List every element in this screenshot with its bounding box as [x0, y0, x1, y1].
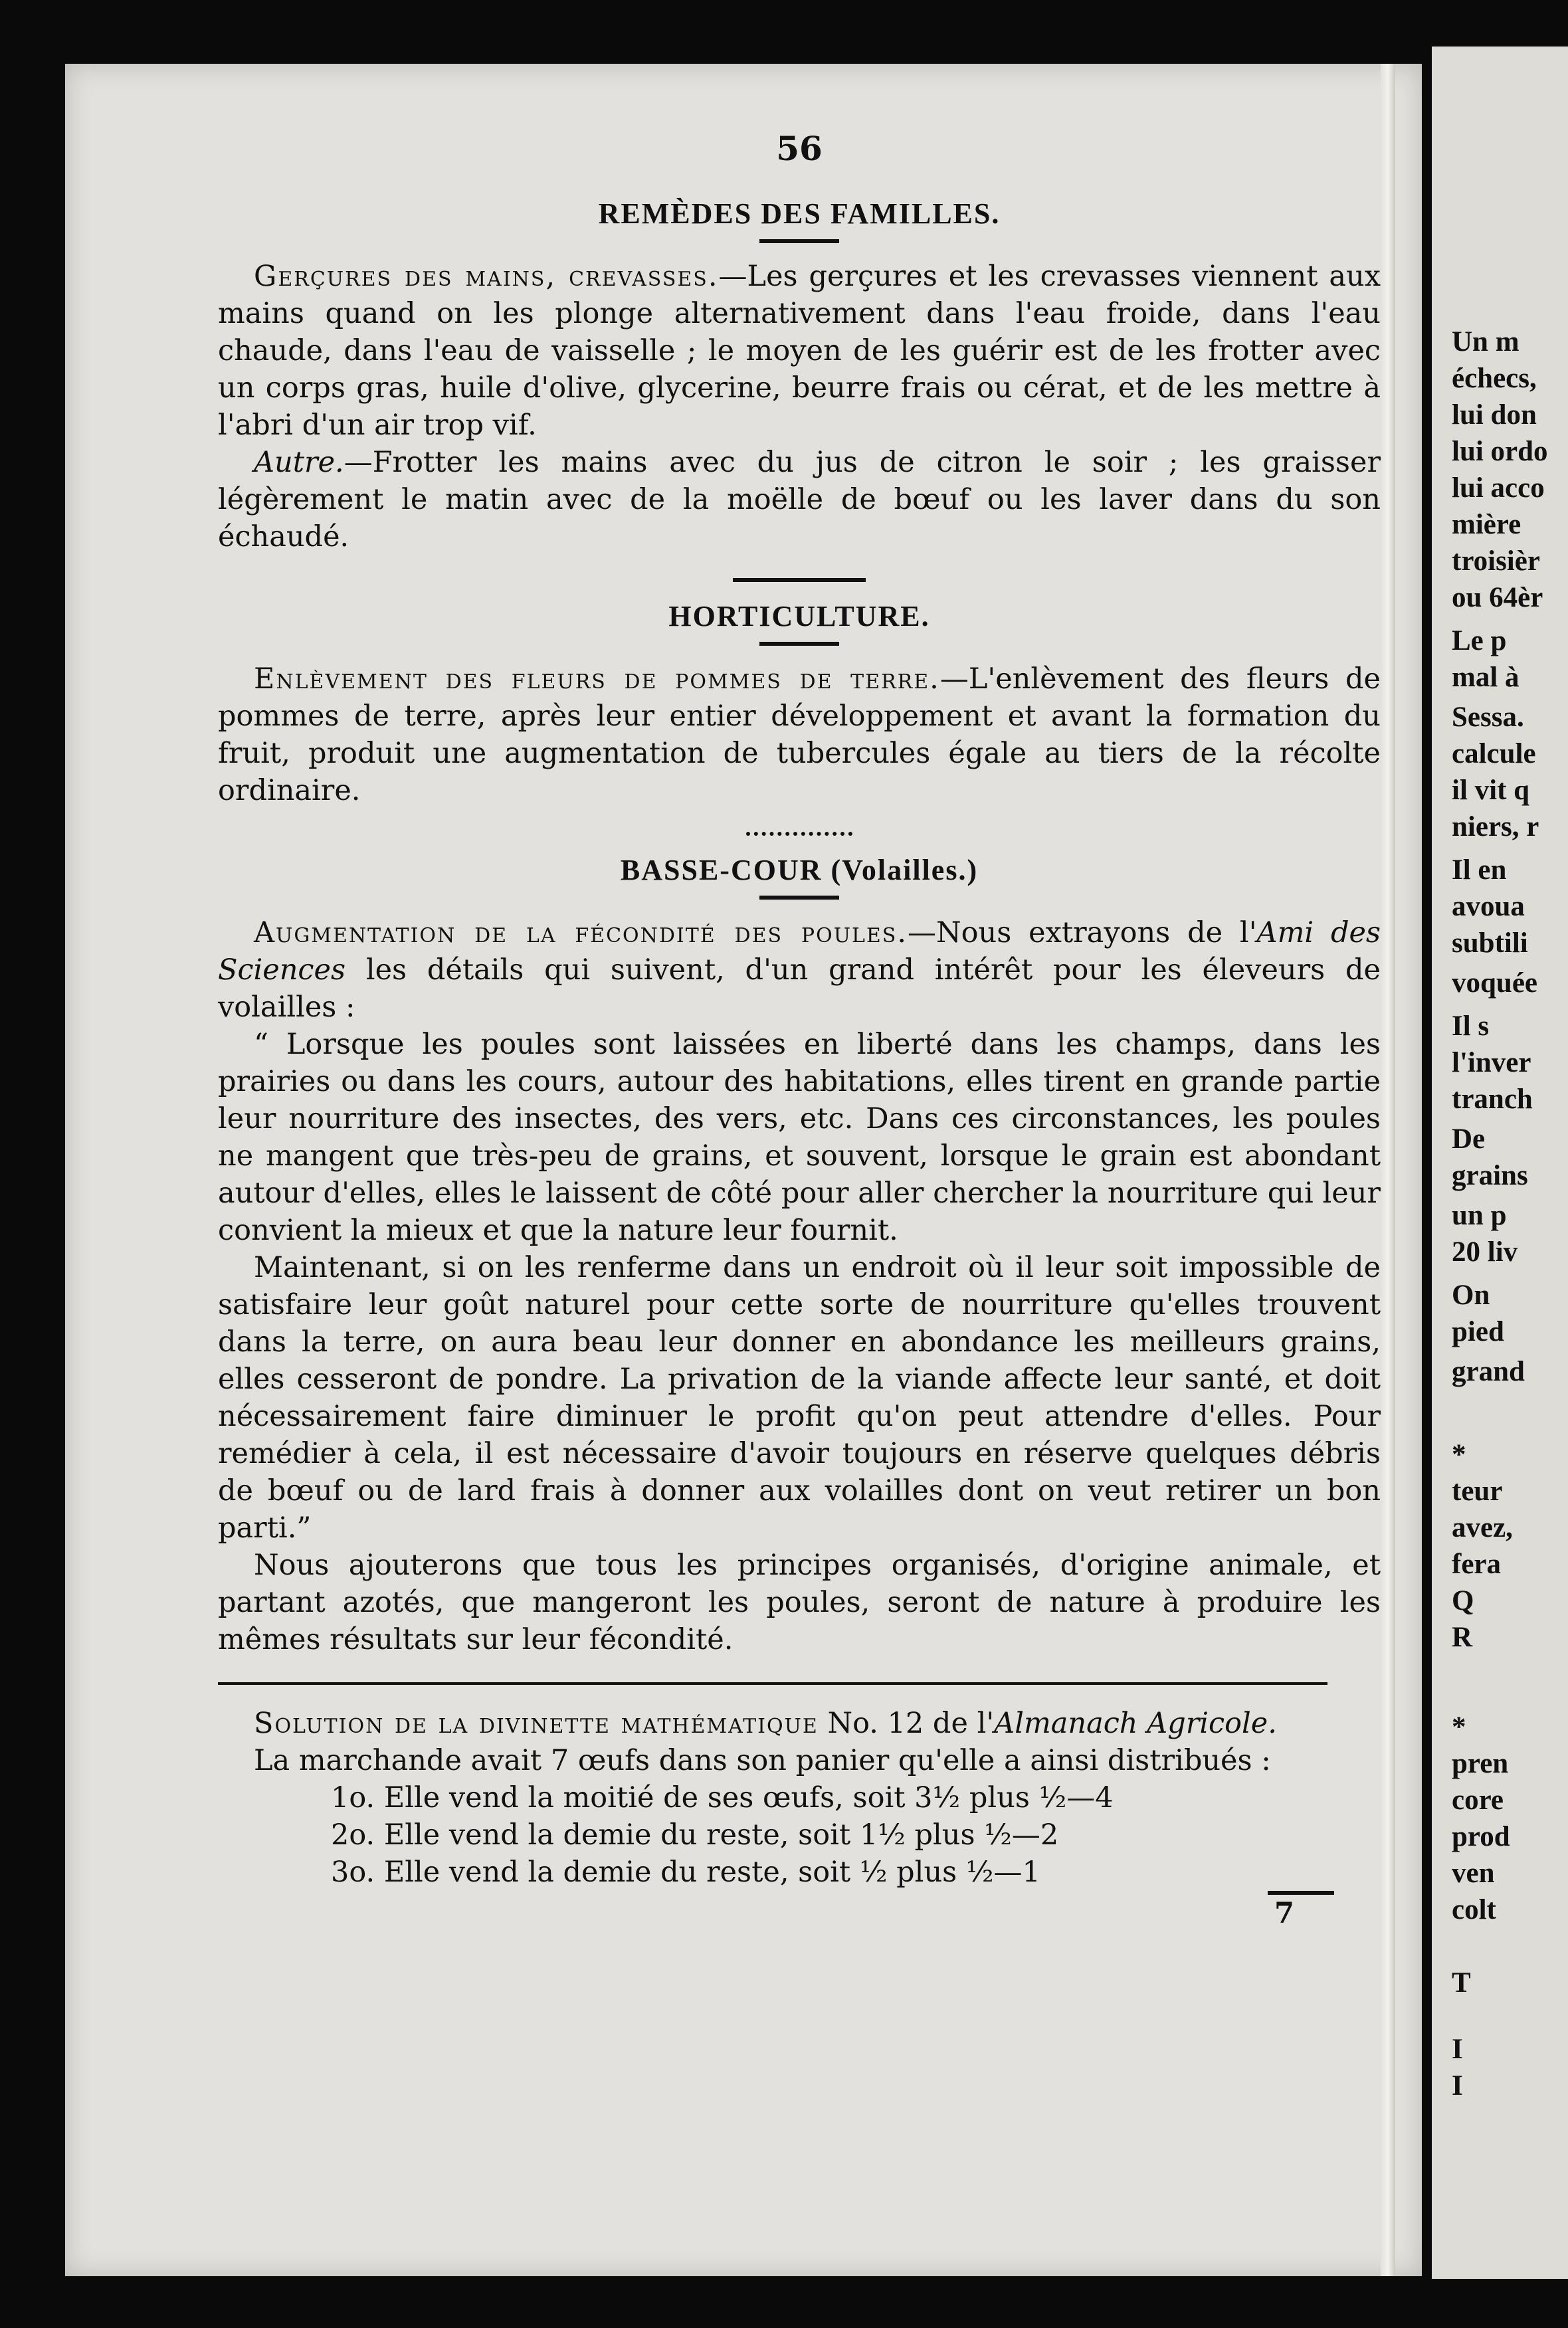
adjacent-page-text: grains — [1452, 1160, 1528, 1191]
adjacent-page-text: * — [1452, 1439, 1466, 1470]
adjacent-page-text: Il en — [1452, 854, 1507, 886]
paragraph-augmentation — [218, 914, 1381, 1026]
paragraph-body: —L'enlèvement des fleurs de pommes de terre, après leur entier développement et avant la formation du fruit, produit une augmentation de tubercules égale au tiers de la récolte ordinaire. — [218, 662, 1381, 807]
page-edge — [1381, 64, 1395, 2276]
paragraph-heading: Autre. — [254, 446, 344, 479]
adjacent-page-text: T — [1452, 1967, 1471, 1998]
paragraph-conclusion: Nous ajouterons que tous les principes organisés, d'origine animale, et partant azotés, que mangeront les poules, seront de nature à produire les mêmes résultats sur leur fécondité. — [218, 1549, 1381, 1656]
adjacent-page-text: ven — [1452, 1858, 1495, 1889]
adjacent-page-text: il vit q — [1452, 775, 1530, 806]
adjacent-page-text: fera — [1452, 1549, 1501, 1580]
adjacent-page-text: Q — [1452, 1585, 1474, 1616]
adjacent-page-text: voquée — [1452, 967, 1537, 999]
adjacent-page-text: grand — [1452, 1356, 1525, 1387]
almanac-title: Almanach Agricole. — [994, 1707, 1277, 1740]
adjacent-page-text: R — [1452, 1622, 1473, 1653]
paragraph-body: —Frotter les mains avec du jus de citron le soir ; les graisser légèrement le matin avec de la moëlle de bœuf ou les laver dans du son échaudé. — [218, 446, 1381, 553]
adjacent-page-text: subtili — [1452, 927, 1528, 959]
adjacent-page-text: pied — [1452, 1316, 1504, 1347]
adjacent-page-text: colt — [1452, 1894, 1496, 1925]
adjacent-page-text: niers, r — [1452, 811, 1539, 842]
adjacent-page-text: teur — [1452, 1476, 1503, 1507]
solution-step-2: 2o. Elle vend la demie du reste, soit 1½ plus ½—2 — [331, 1818, 1059, 1852]
adjacent-page-text: avez, — [1452, 1512, 1513, 1543]
solution-total: 7 — [1268, 1891, 1334, 1932]
adjacent-page-text: Le p — [1452, 625, 1507, 656]
adjacent-page-text: De — [1452, 1123, 1486, 1155]
paragraph-body: —Les gerçures et les crevasses viennent aux mains quand on les plonge alternativement dans l'eau froide, dans l'eau chaude, dans l'eau de vaisselle ; le moyen de les guérir est de les frotter avec un corps gras, huile d'olive, glycerine, beurre frais ou cérat, et de les mettre à l'abri d'un air trop vif. — [218, 260, 1381, 442]
paragraph-body: les détails qui suivent, d'un grand intérêt pour les éleveurs de volailles : — [218, 953, 1381, 1024]
solution-step-1: 1o. Elle vend la moitié de ses œufs, soit 3½ plus ½—4 — [331, 1781, 1114, 1814]
paragraph-enlevement — [218, 660, 1381, 809]
section-title-basse-cour: BASSE-COUR (Volailles.) — [620, 854, 979, 886]
section-divider — [746, 832, 852, 836]
adjacent-page-text: mal à — [1452, 662, 1519, 693]
page-content — [218, 130, 1381, 1932]
adjacent-page-text: Un m — [1452, 326, 1519, 357]
section-divider — [759, 896, 839, 900]
adjacent-page-text: calcule — [1452, 738, 1536, 769]
adjacent-page-text: lui acco — [1452, 472, 1545, 504]
adjacent-page-text: lui ordo — [1452, 436, 1548, 467]
page-number: 56 — [776, 129, 823, 168]
adjacent-page-text: I — [1452, 2070, 1463, 2101]
paragraph-heading: Solution de la divinette mathématique — [254, 1707, 819, 1740]
adjacent-page-text: I — [1452, 2034, 1463, 2065]
adjacent-page-text: prod — [1452, 1821, 1510, 1852]
paragraph-quote-1: “ Lorsque les poules sont laissées en liberté dans les champs, dans les prairies ou dans les cours, autour des habitations, elles tirent en grande partie leur nourriture des insectes, des vers, etc. Dans ces circonstances, les poules ne mangent que très-peu de grains, et souvent, lorsque le grain est abondant autour d'elles, elles le laissent de côté pour aller chercher la nourriture qui leur convient la mieux et que la nature leur fournit. — [218, 1028, 1381, 1247]
adjacent-page-text: ou 64èr — [1452, 582, 1543, 613]
book-page — [65, 64, 1422, 2276]
adjacent-page-text: Il s — [1452, 1011, 1490, 1042]
paragraph-autre — [218, 444, 1381, 555]
section-title-remedes: REMÈDES DES FAMILLES. — [598, 197, 1001, 230]
adjacent-page-text: l'inver — [1452, 1047, 1531, 1078]
adjacent-page-text: un p — [1452, 1200, 1507, 1231]
adjacent-page-text: lui don — [1452, 399, 1537, 431]
paragraph-heading: Gerçures des mains, crevasses. — [254, 260, 719, 293]
section-title-horticulture: HORTICULTURE. — [668, 600, 930, 632]
adjacent-page-text: tranch — [1452, 1084, 1533, 1115]
adjacent-page-text: pren — [1452, 1748, 1509, 1779]
section-divider — [759, 239, 839, 243]
adjacent-page-text: core — [1452, 1785, 1504, 1816]
solution-step-3: 3o. Elle vend la demie du reste, soit ½ plus ½—1 — [331, 1856, 1040, 1889]
adjacent-page-text: Sessa. — [1452, 702, 1524, 733]
journal-title: Ami des Sciences — [218, 916, 1381, 987]
paragraph-solution-heading — [218, 1705, 1381, 1742]
paragraph-heading: Augmentation de la fécondité des poules. — [254, 916, 908, 949]
paragraph-gercures — [218, 258, 1381, 444]
adjacent-page-fragment — [1432, 47, 1568, 2279]
section-divider-full — [218, 1682, 1327, 1685]
paragraph-body: No. 12 de l' — [818, 1707, 995, 1740]
adjacent-page-text: troisièr — [1452, 545, 1540, 577]
paragraph-quote-2: Maintenant, si on les renferme dans un endroit où il leur soit impossible de satisfaire leur goût naturel pour cette sorte de nourriture qu'elles trouvent dans la terre, on aura beau leur donner en abondance les meilleurs grains, elles cesseront de pondre. La privation de la viande affecte leur santé, et doit nécessairement faire diminuer le profit qu'on peut attendre d'elles. Pour remédier à cela, il est nécessaire d'avoir toujours en réserve quelques débris de bœuf ou de lard frais à donner aux volailles dont on veut retirer un bon parti.” — [218, 1251, 1381, 1545]
adjacent-page-text: échecs, — [1452, 363, 1537, 394]
paragraph-heading: Enlèvement des fleurs de pommes de terre. — [254, 662, 940, 696]
section-divider — [733, 578, 866, 582]
adjacent-page-text: On — [1452, 1280, 1490, 1311]
paragraph-body: —Nous extrayons de l' — [908, 916, 1257, 949]
adjacent-page-text: avoua — [1452, 891, 1525, 922]
section-divider — [759, 642, 839, 646]
adjacent-page-text: mière — [1452, 509, 1521, 540]
paragraph-solution-intro: La marchande avait 7 œufs dans son panier qu'elle a ainsi distribués : — [254, 1744, 1271, 1777]
adjacent-page-text: 20 liv — [1452, 1236, 1518, 1268]
adjacent-page-text: * — [1452, 1711, 1466, 1743]
